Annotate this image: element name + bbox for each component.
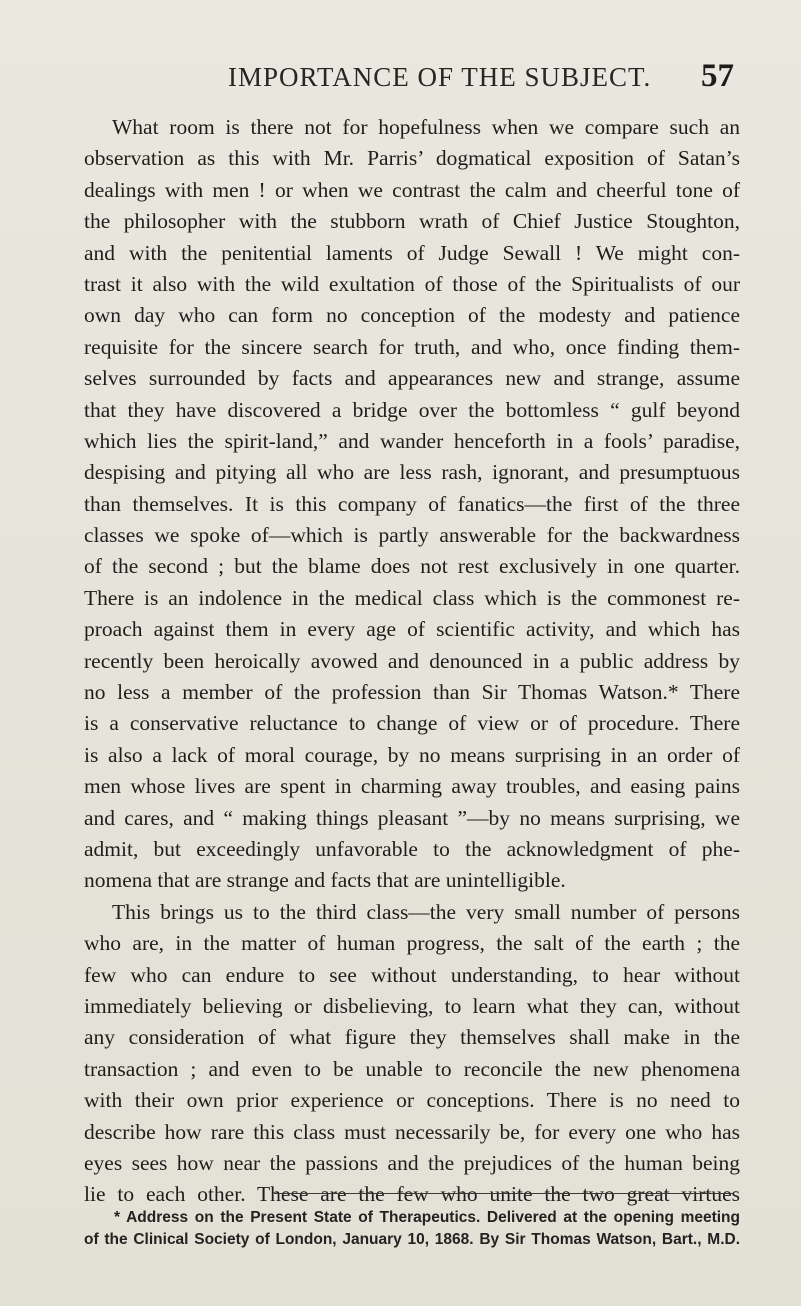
text-line: that they have discovered a bridge over the bottomless “ gulf beyond [84, 397, 740, 422]
text-line: nomena that are strange and facts that are unintelligible. [84, 868, 566, 893]
footnote-line: * Address on the Present State of Therapeutics. Delivered at the opening meeting [114, 1209, 740, 1226]
text-line: than themselves. It is this company of fanatics—the first of the three [84, 491, 740, 516]
footnote-divider [274, 1193, 734, 1194]
text-line: immediately believing or disbelieving, to learn what they can, without [84, 993, 740, 1018]
text-line: men whose lives are spent in charming away troubles, and easing pains [84, 774, 740, 799]
text-line: and cares, and “ making things pleasant ”—by no means surprising, we [84, 805, 740, 830]
text-line: despising and pitying all who are less rash, ignorant, and presumptuous [84, 460, 740, 485]
page-number: 57 [701, 58, 734, 94]
text-line: requisite for the sincere search for truth, and who, once finding them- [84, 334, 740, 359]
text-line: selves surrounded by facts and appearances new and strange, assume [84, 366, 740, 391]
running-title: IMPORTANCE OF THE SUBJECT. [228, 62, 652, 92]
text-line: observation as this with Mr. Parris’ dogmatical exposition of Satan’s [84, 146, 740, 171]
text-line: lie to each other. These are the few who unite the two great virtues [84, 1182, 740, 1207]
page-header [0, 58, 801, 102]
text-line: classes we spoke of—which is partly answerable for the backwardness [84, 523, 740, 548]
text-line: is also a lack of moral courage, by no means surprising in an order of [84, 742, 740, 767]
body-text [84, 112, 740, 1211]
text-line: with their own prior experience or conceptions. There is no need to [84, 1088, 740, 1113]
text-line: no less a member of the profession than Sir Thomas Watson.* There [84, 680, 740, 705]
text-line: admit, but exceedingly unfavorable to the acknowledgment of phe- [84, 836, 740, 861]
footnote [84, 1207, 740, 1251]
footnote-line: of the Clinical Society of London, January 10, 1868. By Sir Thomas Watson, Bart., M.D. [84, 1231, 740, 1248]
text-line: There is an indolence in the medical class which is the commonest re- [84, 585, 740, 610]
text-line: any consideration of what figure they themselves shall make in the [84, 1025, 740, 1050]
text-line: own day who can form no conception of the modesty and patience [84, 303, 740, 328]
text-line: and with the penitential laments of Judge Sewall ! We might con- [84, 240, 740, 265]
text-line: is a conservative reluctance to change of view or of procedure. There [84, 711, 740, 736]
text-line: This brings us to the third class—the very small number of persons [112, 899, 740, 924]
text-line: proach against them in every age of scientific activity, and which has [84, 617, 740, 642]
text-line: What room is there not for hopefulness when we compare such an [112, 115, 740, 139]
text-line: the philosopher with the stubborn wrath of Chief Justice Stoughton, [84, 209, 740, 234]
text-line: describe how rare this class must necessarily be, for every one who has [84, 1119, 740, 1144]
text-line: which lies the spirit-land,” and wander henceforth in a fools’ paradise, [84, 428, 740, 453]
text-line: transaction ; and even to be unable to reconcile the new phenomena [84, 1056, 740, 1081]
text-line: of the second ; but the blame does not rest exclusively in one quarter. [84, 554, 740, 579]
text-line: who are, in the matter of human progress, the salt of the earth ; the [84, 931, 740, 956]
text-line: recently been heroically avowed and denounced in a public address by [84, 648, 740, 673]
text-line: eyes sees how near the passions and the prejudices of the human being [84, 1150, 740, 1175]
text-line: dealings with men ! or when we contrast the calm and cheerful tone of [84, 177, 740, 202]
text-line: few who can endure to see without understanding, to hear without [84, 962, 740, 987]
text-line: trast it also with the wild exultation of those of the Spiritualists of our [84, 271, 740, 296]
